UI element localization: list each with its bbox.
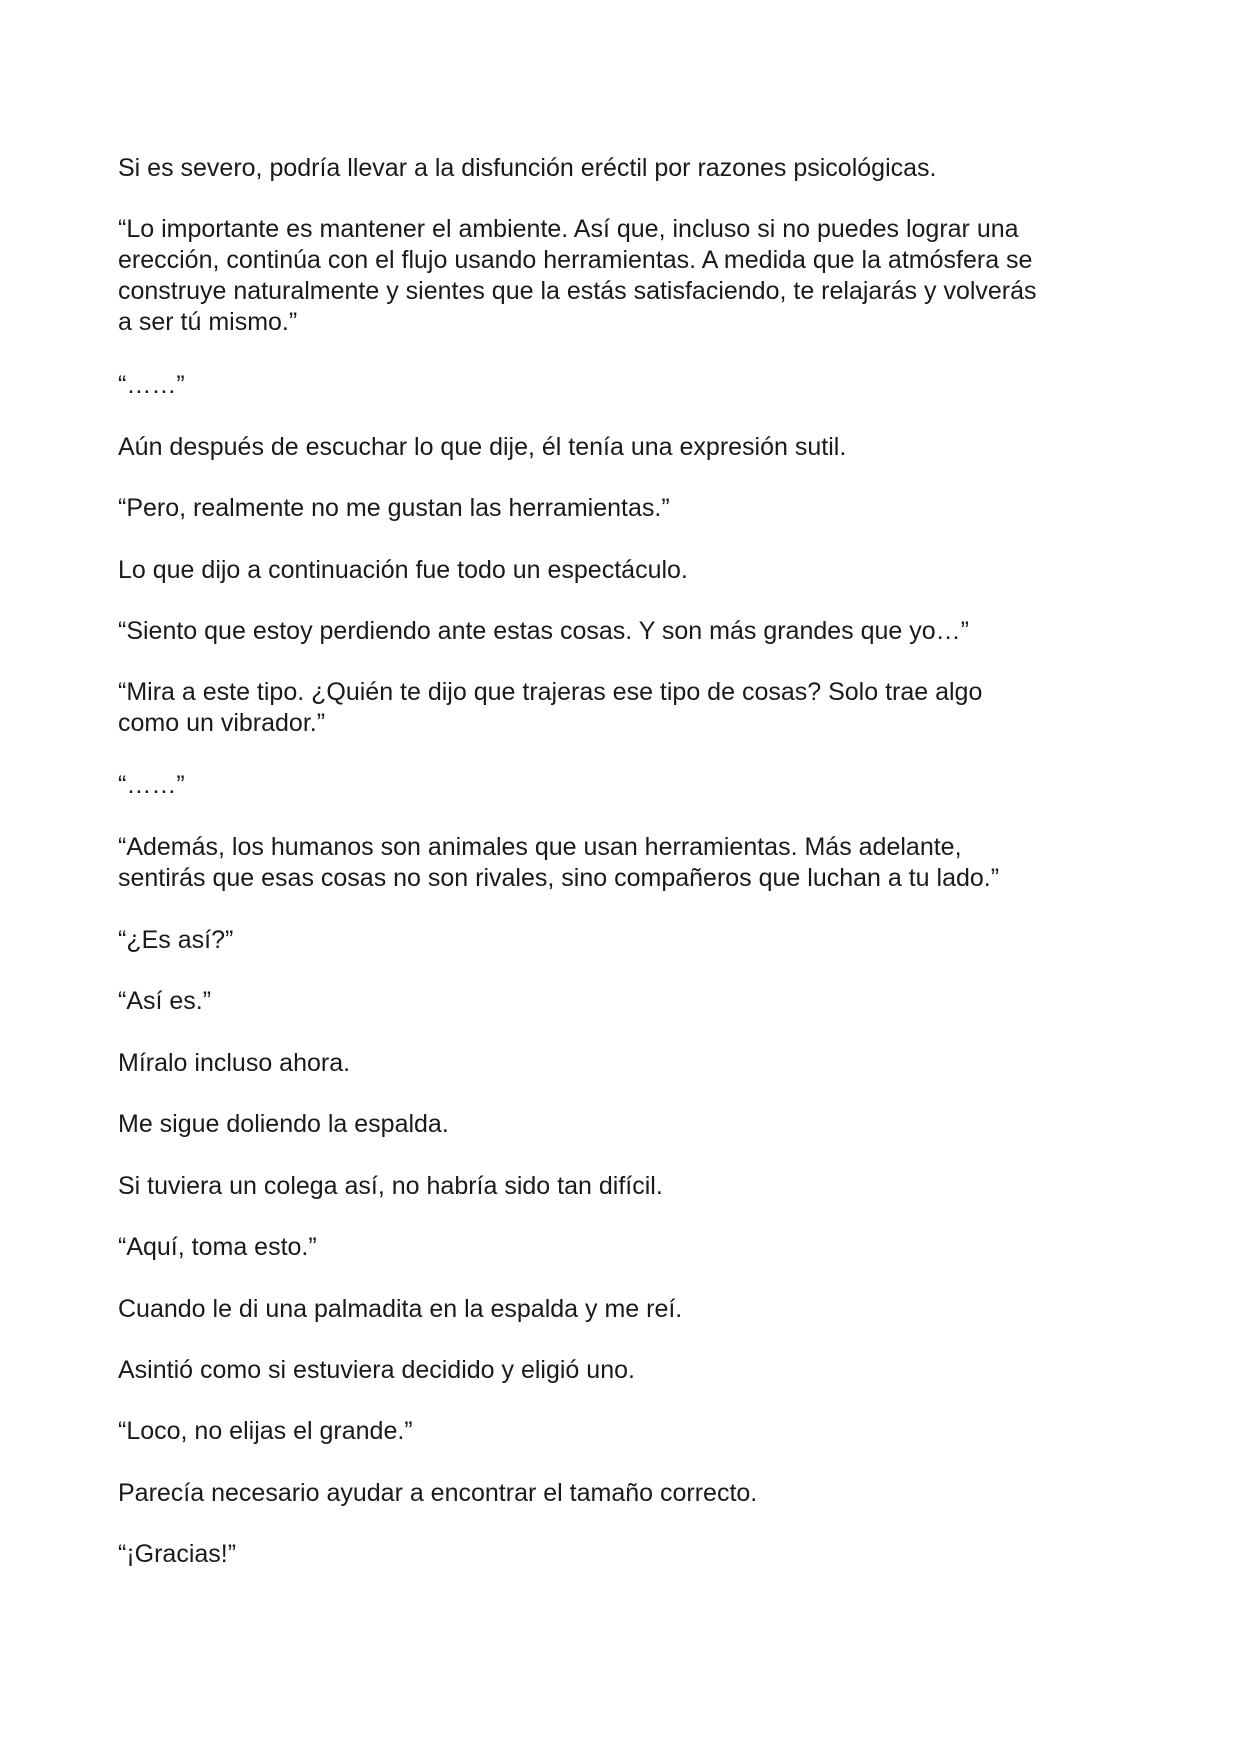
- paragraph: [118, 1355, 1128, 1386]
- paragraph: [118, 1539, 1128, 1570]
- text-line: “……”: [118, 771, 185, 799]
- paragraph: [118, 770, 1128, 801]
- paragraph: [118, 986, 1128, 1017]
- paragraph: [118, 1478, 1128, 1509]
- text-line: “Mira a este tipo. ¿Quién te dijo que trajeras ese tipo de cosas? Solo trae algo: [118, 678, 983, 706]
- paragraph: [118, 616, 1128, 647]
- paragraph: [118, 832, 1128, 894]
- text-line: erección, continúa con el flujo usando herramientas. A medida que la atmósfera se: [118, 246, 1033, 274]
- paragraph: [118, 153, 1128, 184]
- paragraph: [118, 1294, 1128, 1325]
- text-line: Me sigue doliendo la espalda.: [118, 1110, 449, 1138]
- text-line: Cuando le di una palmadita en la espalda y me reí.: [118, 1295, 683, 1323]
- text-line: a ser tú mismo.”: [118, 308, 298, 336]
- paragraph: [118, 1048, 1128, 1079]
- text-line: “Siento que estoy perdiendo ante estas cosas. Y son más grandes que yo…”: [118, 617, 969, 645]
- text-line: “……”: [118, 371, 185, 399]
- text-line: construye naturalmente y sientes que la estás satisfaciendo, te relajarás y volverás: [118, 277, 1037, 305]
- text-line: “Pero, realmente no me gustan las herramientas.”: [118, 494, 670, 522]
- text-line: Aún después de escuchar lo que dije, él tenía una expresión sutil.: [118, 433, 847, 461]
- paragraph: [118, 677, 1128, 739]
- text-line: “Además, los humanos son animales que usan herramientas. Más adelante,: [118, 833, 962, 861]
- paragraph: [118, 370, 1128, 401]
- paragraph: [118, 925, 1128, 956]
- text-line: sentirás que esas cosas no son rivales, sino compañeros que luchan a tu lado.”: [118, 864, 1000, 892]
- paragraph: [118, 1109, 1128, 1140]
- text-line: “Así es.”: [118, 987, 212, 1015]
- text-line: “Loco, no elijas el grande.”: [118, 1417, 413, 1445]
- text-line: como un vibrador.”: [118, 709, 326, 737]
- paragraph: [118, 432, 1128, 463]
- text-line: “¿Es así?”: [118, 926, 234, 954]
- paragraph: [118, 555, 1128, 586]
- paragraph: [118, 1416, 1128, 1447]
- text-line: “Lo importante es mantener el ambiente. Así que, incluso si no puedes lograr una: [118, 215, 1019, 243]
- text-line: “Aquí, toma esto.”: [118, 1233, 317, 1261]
- paragraph: [118, 1171, 1128, 1202]
- text-line: Míralo incluso ahora.: [118, 1049, 351, 1077]
- text-line: Parecía necesario ayudar a encontrar el tamaño correcto.: [118, 1479, 758, 1507]
- text-line: Asintió como si estuviera decidido y eligió uno.: [118, 1356, 635, 1384]
- text-line: Si es severo, podría llevar a la disfunción eréctil por razones psicológicas.: [118, 154, 937, 182]
- text-line: Si tuviera un colega así, no habría sido tan difícil.: [118, 1172, 663, 1200]
- text-line: “¡Gracias!”: [118, 1540, 237, 1568]
- paragraph: [118, 493, 1128, 524]
- paragraph: [118, 1232, 1128, 1263]
- text-line: Lo que dijo a continuación fue todo un espectáculo.: [118, 556, 688, 584]
- paragraph: [118, 214, 1128, 338]
